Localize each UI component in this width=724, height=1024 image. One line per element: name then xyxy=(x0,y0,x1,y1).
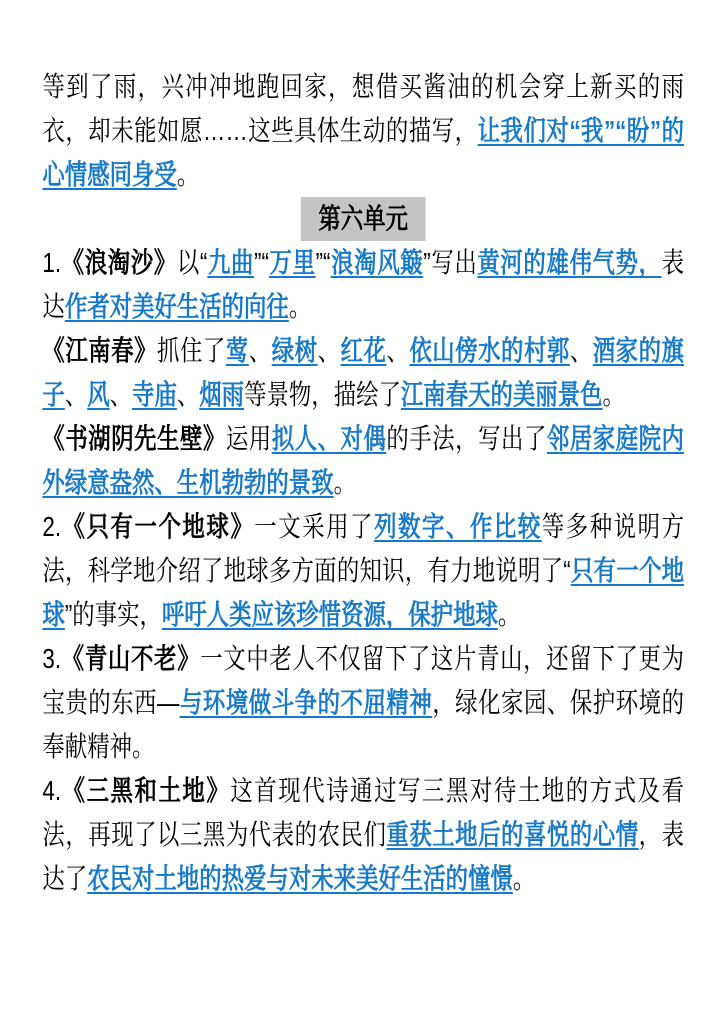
title-text: 《只有一个地球》 xyxy=(61,511,255,542)
body-text: 2. xyxy=(42,511,62,542)
title-text: 《书湖阴先生壁》 xyxy=(42,423,226,454)
paragraph xyxy=(42,241,684,329)
highlighted-text: 九曲 xyxy=(207,247,254,278)
paragraph xyxy=(42,505,684,637)
body-text: 、 xyxy=(248,335,272,366)
highlighted-text: 只有一个地球 xyxy=(42,555,684,630)
paragraph xyxy=(42,637,684,769)
body-text: 这首现代诗通过写三黑对待土地的方式及看法，再现了以三黑为代表的农民们 xyxy=(42,775,684,850)
body-text: 的手法，写出了 xyxy=(386,423,547,454)
paragraph xyxy=(42,417,684,505)
body-text: 、 xyxy=(386,335,410,366)
highlighted-text: 莺 xyxy=(225,335,249,366)
body-text: ”写出 xyxy=(423,247,478,278)
body-text: 。 xyxy=(288,291,312,322)
highlighted-text: 与环境做斗争的不屈精神 xyxy=(179,687,433,718)
highlighted-text: 依山傍水的村郭 xyxy=(409,335,570,366)
body-text: 1. xyxy=(42,247,62,278)
highlighted-text: 酒家的旗子 xyxy=(42,335,684,410)
highlighted-text: 列数字、作比较 xyxy=(374,511,542,542)
body-text: 运用 xyxy=(225,423,272,454)
highlighted-text: 江南春天的美丽景色 xyxy=(400,379,603,410)
body-text: 等多种说明方法，科学地介绍了地球多方面的知识，有力地说明了“ xyxy=(42,511,684,586)
body-text: 等景物，描绘了 xyxy=(244,379,401,410)
highlighted-text: 邻居家庭院内外绿意盎然、生机勃勃的景致 xyxy=(42,423,684,498)
intro-section xyxy=(42,65,684,197)
body-text: 等到了雨，兴冲冲地跑回家，想借买酱油的机会穿上新买的雨衣，却未能如愿……这些具体生动的描写， xyxy=(42,71,684,146)
body-text: 。 xyxy=(333,467,357,498)
highlighted-text: 让我们对“我”“盼”的心情感同身受 xyxy=(42,115,684,190)
paragraph xyxy=(42,329,684,417)
body-text: ，表达了 xyxy=(42,819,684,894)
unit-items-section xyxy=(42,241,684,901)
body-text: ”“ xyxy=(315,247,331,278)
body-text: 、 xyxy=(176,379,200,410)
title-text: 《江南春》 xyxy=(42,335,158,366)
body-text: ”的事实， xyxy=(64,599,162,630)
highlighted-text: 黄河的雄伟气势， xyxy=(477,247,662,278)
body-text: 一文采用了 xyxy=(254,511,375,542)
unit-header-row xyxy=(42,197,684,241)
paragraph xyxy=(42,769,684,901)
body-text: 。 xyxy=(176,159,200,190)
title-text: 《三黑和土地》 xyxy=(61,775,231,806)
highlighted-text: 浪淘风簸 xyxy=(330,247,424,278)
title-text: 《浪淘沙》 xyxy=(61,247,177,278)
body-text: 、 xyxy=(64,379,88,410)
body-text: 、 xyxy=(317,335,341,366)
title-text: 《青山不老》 xyxy=(61,643,201,674)
paragraph xyxy=(42,65,684,197)
highlighted-text: 万里 xyxy=(268,247,316,278)
body-text: 表达 xyxy=(42,247,684,322)
highlighted-text: 重获土地后的喜悦的心情 xyxy=(386,819,639,850)
body-text: 。 xyxy=(512,863,536,894)
highlighted-text: 作者对美好生活的向往 xyxy=(64,291,289,322)
highlighted-text: 烟雨 xyxy=(199,379,245,410)
highlighted-text: 绿树 xyxy=(271,335,318,366)
body-text: 以“ xyxy=(176,247,208,278)
body-text: 。 xyxy=(497,599,521,630)
body-text: 抓住了 xyxy=(157,335,226,366)
highlighted-text: 呼吁人类应该珍惜资源，保护地球 xyxy=(161,599,498,630)
body-text: 3. xyxy=(42,643,62,674)
highlighted-text: 寺庙 xyxy=(132,379,177,410)
body-text: 、 xyxy=(569,335,593,366)
body-text: ”“ xyxy=(254,247,269,278)
highlighted-text: 风 xyxy=(87,379,110,410)
body-text: 一文中老人不仅留下了这片青山，还留下了更为宝贵的东西— xyxy=(42,643,684,718)
unit-header-label: 第六单元 xyxy=(301,197,426,241)
body-text: ，绿化家园、保护环境的奉献精神。 xyxy=(42,687,684,762)
highlighted-text: 红花 xyxy=(340,335,387,366)
body-text: 。 xyxy=(602,379,625,410)
highlighted-text: 农民对土地的热爱与对未来美好生活的憧憬 xyxy=(87,863,513,894)
body-text: 、 xyxy=(109,379,133,410)
highlighted-text: 拟人、对偶 xyxy=(271,423,387,454)
body-text: 4. xyxy=(42,775,62,806)
